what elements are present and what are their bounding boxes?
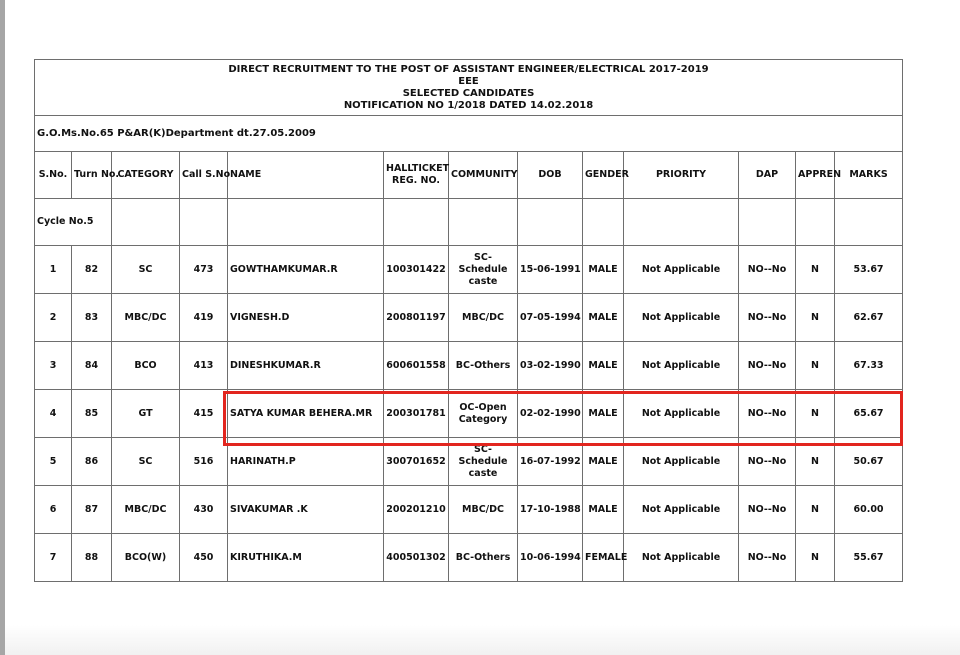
title-row — [35, 60, 903, 116]
go-reference-row — [35, 116, 903, 152]
cell-hallticket: 200201210 — [384, 486, 449, 534]
cell-turn: 82 — [72, 246, 112, 294]
cell-priority: Not Applicable — [624, 390, 739, 438]
title-line-4: NOTIFICATION NO 1/2018 DATED 14.02.2018 — [343, 99, 594, 111]
cell-call: 473 — [180, 246, 228, 294]
header-sno: S.No. — [35, 152, 72, 199]
cell-priority: Not Applicable — [624, 438, 739, 486]
cell-call: 419 — [180, 294, 228, 342]
cell-appren: N — [796, 390, 835, 438]
document-title — [35, 60, 903, 116]
title-line-3: SELECTED CANDIDATES — [402, 87, 535, 99]
cell-category: MBC/DC — [112, 486, 180, 534]
cell-gender: MALE — [583, 246, 624, 294]
cell-dob: 16-07-1992 — [518, 438, 583, 486]
cell-appren: N — [796, 294, 835, 342]
header-appren: APPREN — [796, 152, 835, 199]
table-row — [35, 294, 903, 342]
cell-community: SC-Schedule caste — [449, 438, 518, 486]
table-row — [35, 486, 903, 534]
cell-gender: MALE — [583, 294, 624, 342]
header-category: CATEGORY — [112, 152, 180, 199]
cell-dob: 17-10-1988 — [518, 486, 583, 534]
cell-sno: 1 — [35, 246, 72, 294]
cell-gender: MALE — [583, 438, 624, 486]
cell-category: SC — [112, 438, 180, 486]
cell-gender: MALE — [583, 342, 624, 390]
title-line-2: EEE — [458, 75, 479, 87]
cell-call: 415 — [180, 390, 228, 438]
page-bottom-shadow — [5, 625, 960, 655]
cell-dap: NO--No — [739, 486, 796, 534]
cell-name: SATYA KUMAR BEHERA.MR — [228, 390, 384, 438]
cell-appren: N — [796, 342, 835, 390]
cell-community: BC-Others — [449, 534, 518, 582]
cell-community: BC-Others — [449, 342, 518, 390]
cell-community: MBC/DC — [449, 294, 518, 342]
go-reference: G.O.Ms.No.65 P&AR(K)Department dt.27.05.2009 — [35, 116, 903, 152]
cell-category: SC — [112, 246, 180, 294]
header-marks: MARKS — [835, 152, 903, 199]
cell-sno: 6 — [35, 486, 72, 534]
cell-hallticket: 200801197 — [384, 294, 449, 342]
header-turn-no: Turn No. — [72, 152, 112, 199]
cell-priority: Not Applicable — [624, 534, 739, 582]
cell-turn: 88 — [72, 534, 112, 582]
header-call-sno: Call S.No — [180, 152, 228, 199]
cell-dob: 07-05-1994 — [518, 294, 583, 342]
header-dap: DAP — [739, 152, 796, 199]
cell-dob: 10-06-1994 — [518, 534, 583, 582]
table-row — [35, 342, 903, 390]
header-hallticket-line-2: REG. NO. — [392, 175, 440, 186]
table-row — [35, 534, 903, 582]
cell-call: 413 — [180, 342, 228, 390]
cell-marks: 67.33 — [835, 342, 903, 390]
cell-dap: NO--No — [739, 294, 796, 342]
cell-category: BCO(W) — [112, 534, 180, 582]
cell-marks: 55.67 — [835, 534, 903, 582]
cell-sno: 3 — [35, 342, 72, 390]
window-edge — [0, 0, 5, 655]
cell-hallticket: 600601558 — [384, 342, 449, 390]
cell-category: GT — [112, 390, 180, 438]
cell-marks: 60.00 — [835, 486, 903, 534]
table-row — [35, 438, 903, 486]
cell-name: SIVAKUMAR .K — [228, 486, 384, 534]
cell-hallticket: 400501302 — [384, 534, 449, 582]
cell-marks: 50.67 — [835, 438, 903, 486]
header-name: NAME — [228, 152, 384, 199]
header-hallticket — [384, 152, 449, 199]
cycle-row — [35, 199, 903, 246]
cell-gender: MALE — [583, 390, 624, 438]
cell-hallticket: 300701652 — [384, 438, 449, 486]
cell-marks: 62.67 — [835, 294, 903, 342]
cell-name: KIRUTHIKA.M — [228, 534, 384, 582]
title-line-1: DIRECT RECRUITMENT TO THE POST OF ASSISTANT ENGINEER/ELECTRICAL 2017-2019 — [228, 63, 709, 75]
cell-sno: 7 — [35, 534, 72, 582]
cell-priority: Not Applicable — [624, 486, 739, 534]
cell-gender: FEMALE — [583, 534, 624, 582]
cell-turn: 86 — [72, 438, 112, 486]
cell-dob: 15-06-1991 — [518, 246, 583, 294]
header-hallticket-line-1: HALLTICKET — [386, 163, 450, 174]
cell-category: BCO — [112, 342, 180, 390]
cell-appren: N — [796, 534, 835, 582]
cell-dap: NO--No — [739, 246, 796, 294]
candidates-table — [34, 59, 903, 582]
cell-dap: NO--No — [739, 438, 796, 486]
cell-marks: 53.67 — [835, 246, 903, 294]
table-row — [35, 390, 903, 438]
cell-appren: N — [796, 246, 835, 294]
header-dob: DOB — [518, 152, 583, 199]
table-row — [35, 246, 903, 294]
cell-name: HARINATH.P — [228, 438, 384, 486]
cell-community: MBC/DC — [449, 486, 518, 534]
cell-community: OC-Open Category — [449, 390, 518, 438]
header-priority: PRIORITY — [624, 152, 739, 199]
selected-candidates-document — [34, 59, 902, 588]
cell-name: GOWTHAMKUMAR.R — [228, 246, 384, 294]
cell-dap: NO--No — [739, 390, 796, 438]
cell-turn: 84 — [72, 342, 112, 390]
cell-call: 430 — [180, 486, 228, 534]
cell-sno: 2 — [35, 294, 72, 342]
cell-sno: 4 — [35, 390, 72, 438]
cell-priority: Not Applicable — [624, 246, 739, 294]
cell-call: 516 — [180, 438, 228, 486]
cell-turn: 85 — [72, 390, 112, 438]
cell-turn: 83 — [72, 294, 112, 342]
cell-community: SC-Schedule caste — [449, 246, 518, 294]
cell-dap: NO--No — [739, 342, 796, 390]
cycle-label: Cycle No.5 — [35, 199, 112, 246]
header-community: COMMUNITY — [449, 152, 518, 199]
header-row — [35, 152, 903, 199]
cell-priority: Not Applicable — [624, 294, 739, 342]
cell-dob: 02-02-1990 — [518, 390, 583, 438]
cell-dob: 03-02-1990 — [518, 342, 583, 390]
cell-gender: MALE — [583, 486, 624, 534]
cell-appren: N — [796, 438, 835, 486]
cell-appren: N — [796, 486, 835, 534]
cell-priority: Not Applicable — [624, 342, 739, 390]
cell-turn: 87 — [72, 486, 112, 534]
cell-name: DINESHKUMAR.R — [228, 342, 384, 390]
cell-call: 450 — [180, 534, 228, 582]
header-gender: GENDER — [583, 152, 624, 199]
cell-hallticket: 100301422 — [384, 246, 449, 294]
cell-sno: 5 — [35, 438, 72, 486]
cell-dap: NO--No — [739, 534, 796, 582]
cell-marks: 65.67 — [835, 390, 903, 438]
cell-hallticket: 200301781 — [384, 390, 449, 438]
cell-category: MBC/DC — [112, 294, 180, 342]
cell-name: VIGNESH.D — [228, 294, 384, 342]
